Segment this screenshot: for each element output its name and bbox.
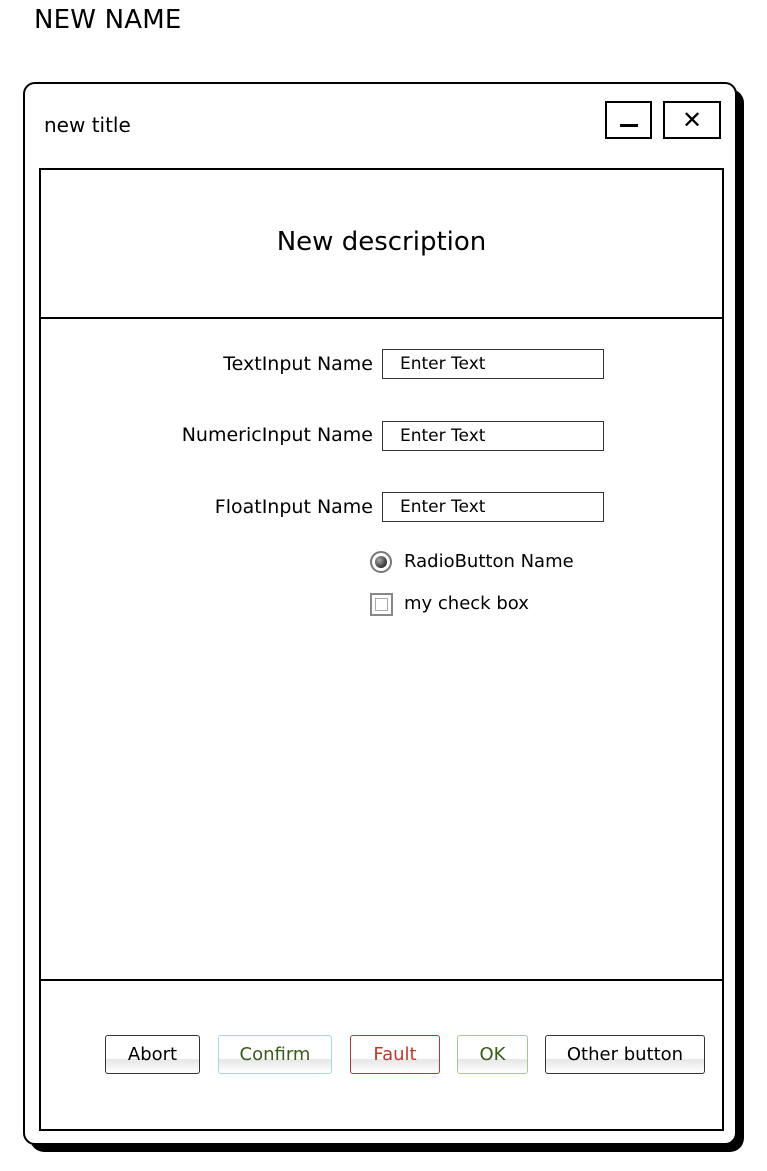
numeric-input[interactable] — [382, 421, 604, 451]
text-input-label: TextInput Name — [223, 353, 373, 375]
radio-button-label: RadioButton Name — [404, 551, 574, 572]
page-title: NEW NAME — [34, 5, 182, 35]
content-panel — [39, 168, 724, 1131]
confirm-button[interactable]: Confirm — [218, 1035, 332, 1074]
checkbox[interactable] — [370, 593, 393, 616]
checkbox-box-icon — [375, 598, 388, 611]
checkbox-label: my check box — [404, 593, 529, 614]
text-input[interactable] — [382, 349, 604, 379]
abort-button[interactable]: Abort — [105, 1035, 200, 1074]
radio-button[interactable] — [370, 551, 392, 573]
numeric-input-label: NumericInput Name — [181, 424, 373, 446]
radio-selected-dot — [375, 556, 387, 568]
close-icon: ✕ — [681, 106, 703, 134]
float-input[interactable] — [382, 492, 604, 522]
ok-button[interactable]: OK — [457, 1035, 528, 1074]
fault-button[interactable]: Fault — [350, 1035, 440, 1074]
other-button[interactable]: Other button — [545, 1035, 705, 1074]
dialog-description: New description — [276, 227, 487, 257]
float-input-label: FloatInput Name — [214, 496, 373, 518]
window-title: new title — [44, 113, 131, 137]
footer-divider — [39, 979, 724, 981]
minimize-button[interactable] — [605, 101, 652, 139]
minimize-icon — [620, 124, 638, 127]
close-button[interactable] — [663, 101, 721, 139]
header-divider — [39, 317, 724, 319]
